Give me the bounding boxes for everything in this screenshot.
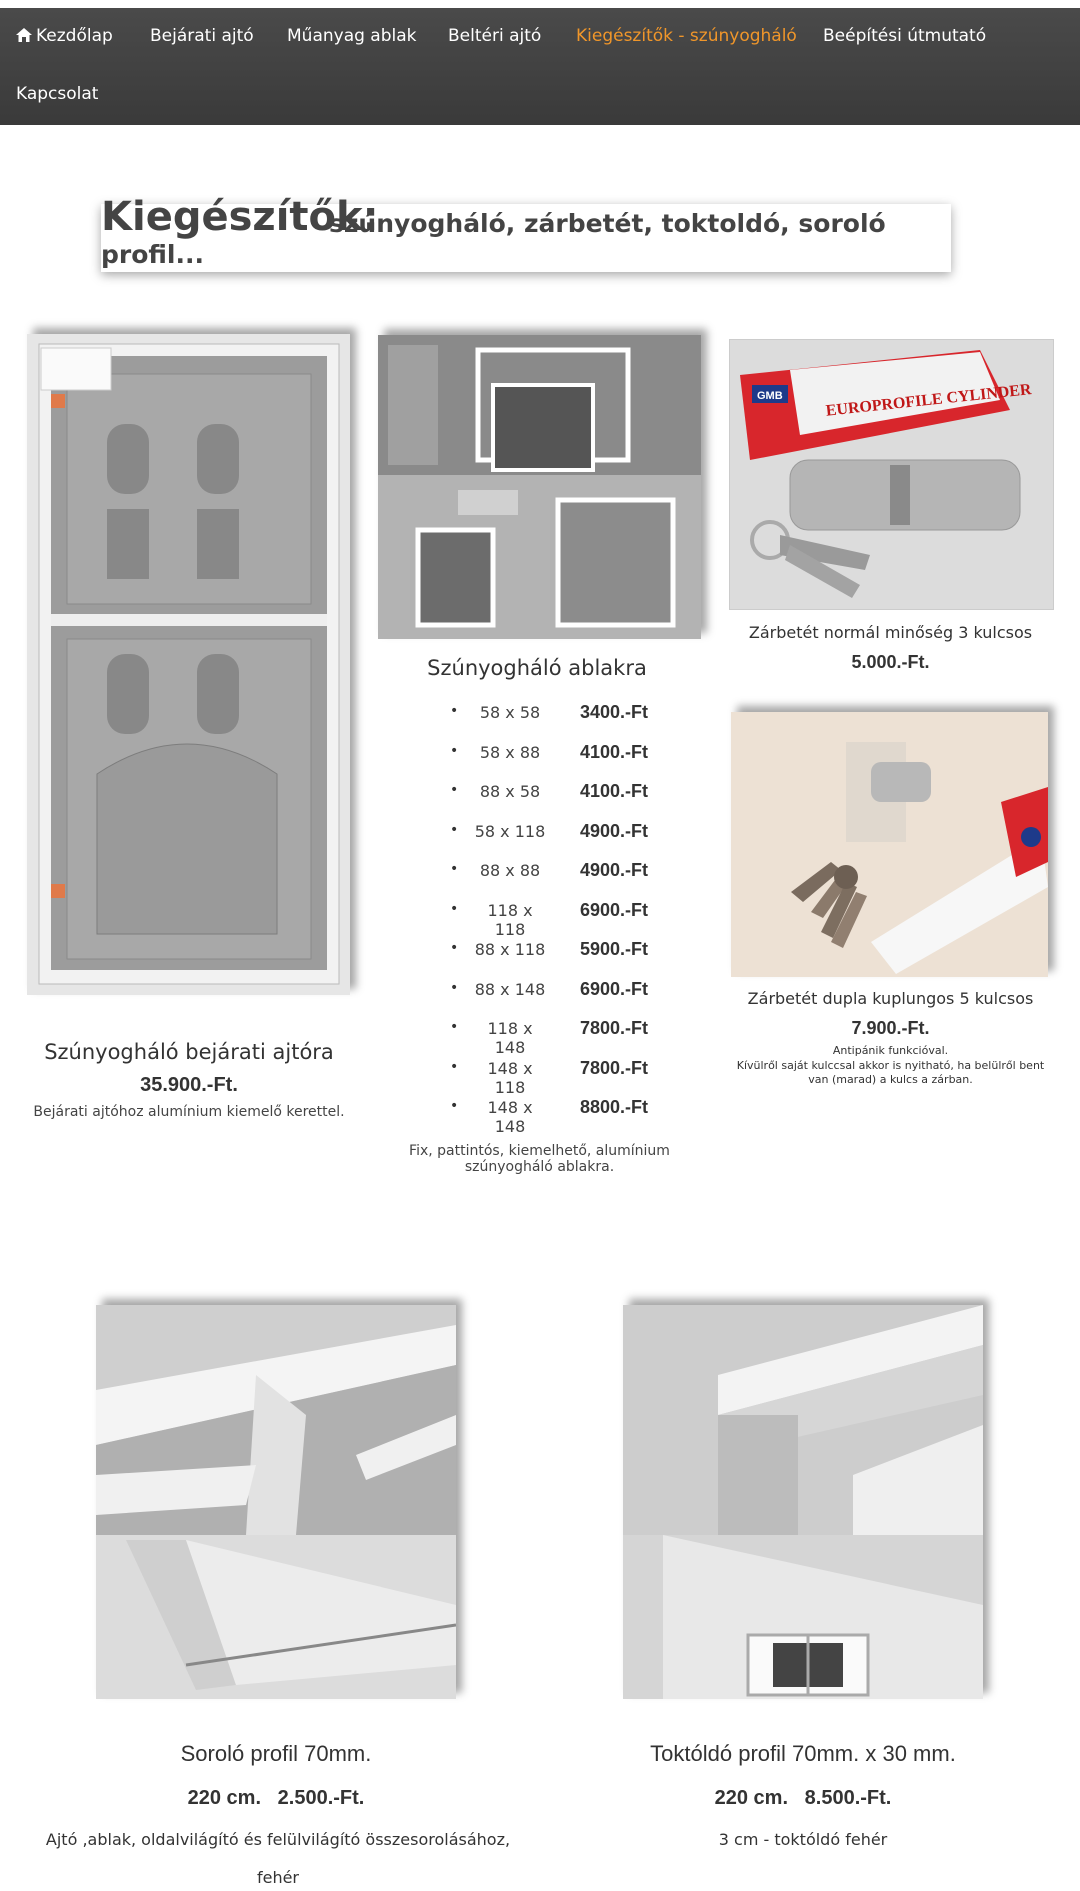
window-net-title: Szúnyogháló ablakra	[427, 656, 647, 680]
size-value: 118 x 118	[487, 901, 533, 939]
brand-text: GMB	[757, 390, 783, 402]
price-value: 7800.-Ft	[580, 1018, 649, 1038]
size-value: 88 x 58	[479, 782, 541, 801]
door-mosquito-net-image	[27, 334, 350, 995]
window-net-note-line2: szúnyogháló ablakra.	[464, 1159, 615, 1175]
cylinder-double-note3: van (marad) a kulcs a zárban.	[808, 1073, 973, 1086]
price-value: 7800.-Ft	[580, 1058, 649, 1078]
cylinder-normal-image	[729, 339, 1054, 610]
size-value: 88 x 148	[474, 980, 546, 999]
cylinder-double-note2: Kívülről saját kulccsal akkor is nyitható, ha belülről bent	[736, 1059, 1045, 1072]
size-value: 58 x 58	[479, 703, 541, 722]
cylinder-double-title: Zárbetét dupla kuplungos 5 kulcsos	[747, 989, 1034, 1008]
list-item: • 88 x 148 6900.-Ft	[450, 979, 649, 999]
price-value: 6900.-Ft	[580, 979, 649, 999]
list-item: • 118 x 118 6900.-Ft	[450, 900, 649, 939]
list-item: • 118 x 148 7800.-Ft	[450, 1018, 649, 1057]
window-mosquito-net-image	[378, 335, 701, 639]
box-text: EUROPROFILE CYLINDER	[824, 381, 1033, 420]
sorolo-profile-image	[96, 1305, 456, 1699]
door-net-price: 35.900.-Ft.	[140, 1074, 238, 1096]
sorolo-profile-description: Ajtó ,ablak, oldalvilágító és felülvilágító összesorolásához,	[45, 1830, 511, 1849]
list-item: • 58 x 118 4900.-Ft	[450, 821, 649, 841]
size-value: 148 x 148	[487, 1098, 533, 1136]
cylinder-double-image	[731, 712, 1048, 977]
size-value: 148 x 118	[487, 1059, 533, 1097]
list-item: • 58 x 58 3400.-Ft	[450, 702, 649, 722]
toktoldo-profile-title: Toktóldó profil 70mm. x 30 mm.	[650, 1741, 956, 1766]
nav-item-entrance-door[interactable]: Bejárati ajtó	[150, 26, 254, 46]
list-item: • 88 x 118 5900.-Ft	[450, 939, 649, 959]
list-item: • 88 x 58 4100.-Ft	[450, 781, 649, 801]
cylinder-normal-title: Zárbetét normál minőség 3 kulcsos	[748, 623, 1033, 642]
sorolo-profile-price: 220 cm. 2.500.-Ft.	[187, 1787, 365, 1809]
size-value: 88 x 88	[479, 861, 541, 880]
door-net-description: Bejárati ajtóhoz alumínium kiemelő kerettel.	[33, 1104, 345, 1120]
list-item: • 58 x 88 4100.-Ft	[450, 742, 649, 762]
top-navigation-bar	[0, 8, 1080, 125]
price-value: 5900.-Ft	[580, 939, 649, 959]
page-title-subtitle-line2: profil...	[101, 240, 204, 269]
list-item: • 148 x 118 7800.-Ft	[450, 1058, 649, 1097]
home-icon	[16, 28, 32, 42]
door-net-title: Szúnyogháló bejárati ajtóra	[44, 1040, 334, 1064]
cylinder-double-price: 7.900.-Ft.	[851, 1018, 930, 1038]
toktoldo-profile-description: 3 cm - toktóldó fehér	[718, 1830, 888, 1849]
nav-item-installation-guide[interactable]: Beépítési útmutató	[823, 26, 987, 46]
list-item: • 148 x 148 8800.-Ft	[450, 1097, 649, 1136]
size-value: 118 x 148	[487, 1019, 533, 1057]
price-value: 4900.-Ft	[580, 860, 649, 880]
price-value: 4100.-Ft	[580, 781, 649, 801]
size-value: 58 x 88	[479, 743, 541, 762]
list-item: • 88 x 88 4900.-Ft	[450, 860, 649, 880]
sorolo-profile-title: Soroló profil 70mm.	[180, 1741, 372, 1766]
nav-item-interior-door[interactable]: Beltéri ajtó	[448, 26, 542, 46]
price-value: 4900.-Ft	[580, 821, 649, 841]
price-value: 4100.-Ft	[580, 742, 649, 762]
nav-item-plastic-window[interactable]: Műanyag ablak	[287, 26, 417, 46]
page-title-main: Kiegészítők:	[101, 194, 379, 240]
page-title-subtitle: szúnyogháló, zárbetét, toktoldó, soroló	[329, 209, 886, 238]
price-value: 8800.-Ft	[580, 1097, 649, 1117]
window-net-note-line1: Fix, pattintós, kiemelhető, alumínium	[409, 1143, 670, 1159]
size-value: 88 x 118	[474, 940, 546, 959]
nav-item-accessories[interactable]: Kiegészítők - szúnyogháló	[576, 26, 797, 46]
page-title	[101, 194, 951, 272]
nav-item-home[interactable]	[16, 26, 113, 46]
toktoldo-profile-price: 220 cm. 8.500.-Ft.	[714, 1787, 892, 1809]
cylinder-normal-price: 5.000.-Ft.	[851, 652, 930, 672]
price-value: 3400.-Ft	[580, 702, 649, 722]
nav-label: Kezdőlap	[36, 26, 113, 46]
price-value: 6900.-Ft	[580, 900, 649, 920]
toktoldo-profile-image	[623, 1305, 983, 1699]
size-value: 58 x 118	[474, 822, 546, 841]
cylinder-double-note1: Antipánik funkcióval.	[832, 1044, 949, 1057]
nav-item-contact[interactable]: Kapcsolat	[16, 84, 99, 104]
sorolo-profile-description-line2: fehér	[256, 1868, 300, 1887]
